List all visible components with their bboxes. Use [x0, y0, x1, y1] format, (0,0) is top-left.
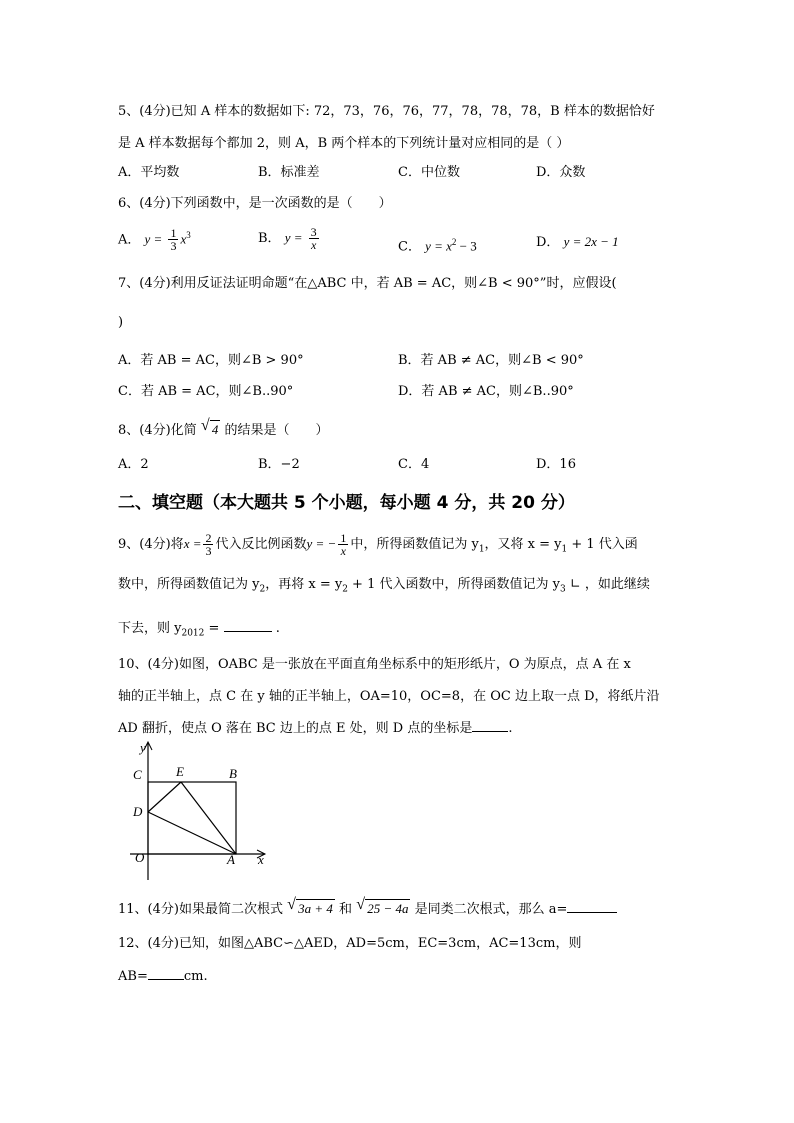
q8-stem-pre: 8、(4分)化简: [118, 423, 197, 438]
q9-gnum: 1: [340, 531, 347, 545]
radical-icon: √: [287, 896, 296, 913]
q9-p2: 代入反比例函数: [215, 537, 307, 552]
q6-label-b: B．: [258, 231, 281, 246]
q10-figure: [120, 738, 280, 883]
q6-b-num: 3: [310, 225, 317, 239]
q5-option-c: C．中位数: [398, 165, 460, 180]
q6-b-fraction: [309, 226, 319, 251]
q11-sqrt-2: [356, 896, 410, 918]
q7-stem: 7、(4分)利用反证法证明命题“在△ABC 中，若 AB = AC，则∠B < 90°”时，应假设(: [118, 276, 617, 291]
radical-icon: √: [200, 417, 210, 434]
q12-answer-blank[interactable]: [148, 979, 184, 980]
q6-stem: 6、(4分)下列函数中，是一次函数的是（ ）: [118, 196, 392, 211]
q8-stem: [118, 417, 329, 440]
q11-sqrt-1: [287, 896, 335, 918]
q9-gden: x: [340, 544, 346, 558]
q8-option-b: B．−2: [258, 457, 300, 472]
q9-line2: [118, 576, 650, 599]
q6-b-den: x: [310, 238, 317, 252]
q6-label-a: A．: [118, 232, 141, 248]
q9-p3: 中，所得函数值记为 y: [350, 537, 479, 552]
q6-a-fraction: [168, 227, 178, 252]
segment-ea: [181, 782, 236, 854]
q9-x-fraction: [203, 532, 213, 557]
q10-line3-text: AD 翻折，使点 O 落在 BC 边上的点 E 处，则 D 点的坐标是: [118, 721, 473, 736]
q9-answer-blank[interactable]: [224, 631, 272, 632]
label-c: C: [133, 767, 142, 782]
q6-c-text: y = x: [425, 238, 452, 254]
q9-line3b: =: [204, 621, 224, 636]
q11-answer-blank[interactable]: [567, 912, 617, 913]
q9-line3: 下去，则 $y_{2012}$ = .: [118, 621, 280, 639]
q9-sub1: 1: [478, 544, 485, 555]
q9-line2b: ，再将 x = y: [265, 577, 343, 592]
q8-stem-post: 的结果是（ ）: [224, 423, 329, 438]
q6-option-b: [258, 226, 321, 251]
q6-a-x: x: [180, 231, 187, 247]
q5-line2: 是 A 样本数据每个都加 2，则 A，B 两个样本的下列统计量对应相同的是（ ）: [118, 136, 570, 151]
q6-a-num: 1: [170, 226, 177, 241]
q6-d-text: y = 2x − 1: [563, 234, 619, 249]
segment-de: [148, 782, 181, 812]
q9-fnum: 2: [205, 531, 212, 545]
q10-answer-blank[interactable]: [472, 731, 508, 732]
q8-sqrt: [200, 417, 221, 439]
q10-line3-end: .: [508, 721, 513, 736]
q5-option-d: D．众数: [536, 165, 586, 180]
q12-line2-pre: AB=: [118, 969, 148, 984]
q9-p1: 9、(4分)将: [118, 537, 184, 552]
q6-label-d: D．: [536, 235, 560, 250]
q6-option-d: [536, 233, 619, 252]
q7-option-a: A．若 AB = AC，则∠B > 90°: [118, 353, 304, 368]
q7-option-c: C．若 AB = AC，则∠B..90°: [118, 384, 294, 399]
q9-yeq: y = −: [306, 536, 337, 551]
q6-a-y: y =: [144, 231, 163, 247]
q5-option-a: A．平均数: [118, 165, 180, 180]
q8-radicand: 4: [211, 422, 219, 437]
q7-option-d: D．若 AB ≠ AC，则∠B..90°: [398, 384, 574, 399]
q6-a-den: 3: [170, 239, 177, 254]
q11-pre: 11、(4分)如果最简二次根式: [118, 902, 283, 917]
q6-b-y: y =: [284, 230, 303, 245]
q9-line2sub3: 3: [559, 584, 566, 595]
q8-option-d: D．16: [536, 457, 576, 472]
q6-label-c: C．: [398, 239, 421, 255]
q9-xeq: x =: [183, 536, 202, 551]
q7-close: ): [118, 315, 124, 330]
label-a: A: [227, 852, 235, 867]
q9-y-fraction: [338, 532, 348, 557]
q6-option-a: [118, 226, 191, 252]
q10-line2: 轴的正半轴上，点 C 在 y 轴的正半轴上，OA=10，OC=8，在 OC 边上取一点 D，将纸片沿: [118, 689, 660, 704]
q11-mid: 和: [339, 902, 353, 917]
label-e: E: [176, 764, 184, 779]
q6-c-exp: 2: [451, 237, 457, 247]
label-b: B: [229, 766, 237, 781]
q11-line: [118, 896, 617, 919]
q9-line2d: ∟ ，如此继续: [565, 577, 650, 592]
q12-line2: [118, 968, 208, 986]
q11-radicand-2: 25 − 4a: [367, 901, 409, 916]
q6-option-c: [398, 233, 477, 256]
q11-radicand-1: 3a + 4: [298, 901, 333, 916]
q8-option-c: C．4: [398, 457, 430, 472]
q9-p5: + 1 代入函: [567, 537, 638, 552]
section-2-heading: 二、填空题（本大题共 5 个小题，每小题 4 分，共 20 分）: [118, 493, 575, 513]
q12-line2-post: cm.: [183, 969, 208, 984]
segment-da: [148, 812, 236, 854]
q9-line2sub: 2: [259, 584, 266, 595]
label-y: y: [140, 740, 146, 755]
label-d: D: [133, 804, 143, 819]
q10-line1: 10、(4分)如图，OABC 是一张放在平面直角坐标系中的矩形纸片，O 为原点，点 A 在 x: [118, 657, 631, 672]
q6-c-tail: − 3: [456, 238, 477, 254]
q9-line2c: + 1 代入函数中，所得函数值记为 y: [347, 577, 560, 592]
q9-p4: ，又将 x = y: [484, 537, 562, 552]
q9-line1: [118, 532, 638, 559]
q9-line3a: 下去，则 y: [118, 621, 182, 636]
q9-line2sub2: 2: [342, 584, 348, 595]
q9-line2a: 数中，所得函数值记为 y: [118, 577, 260, 592]
q6-a-exp: 3: [186, 230, 191, 240]
label-x: x: [258, 852, 264, 867]
q9-fden: 3: [205, 544, 212, 558]
label-o: O: [135, 850, 145, 865]
q7-option-b: B．若 AB ≠ AC，则∠B < 90°: [398, 353, 584, 368]
q5-option-b: B．标准差: [258, 165, 320, 180]
radical-icon: √: [356, 896, 365, 913]
q11-post: 是同类二次根式，那么 a=: [414, 902, 568, 917]
q10-line3: [118, 720, 512, 738]
q5-line1: 5、(4分)已知 A 样本的数据如下: 72，73，76，76，77，78，78，78，B 样本的数据恰好: [118, 104, 655, 119]
q8-option-a: A．2: [118, 457, 149, 472]
q9-p4sub: 1: [561, 544, 568, 555]
q12-line1: 12、(4分)已知，如图△ABC∽△AED，AD=5cm，EC=3cm，AC=13cm，则: [118, 936, 582, 951]
q9-line3sub: 2012: [181, 628, 205, 639]
